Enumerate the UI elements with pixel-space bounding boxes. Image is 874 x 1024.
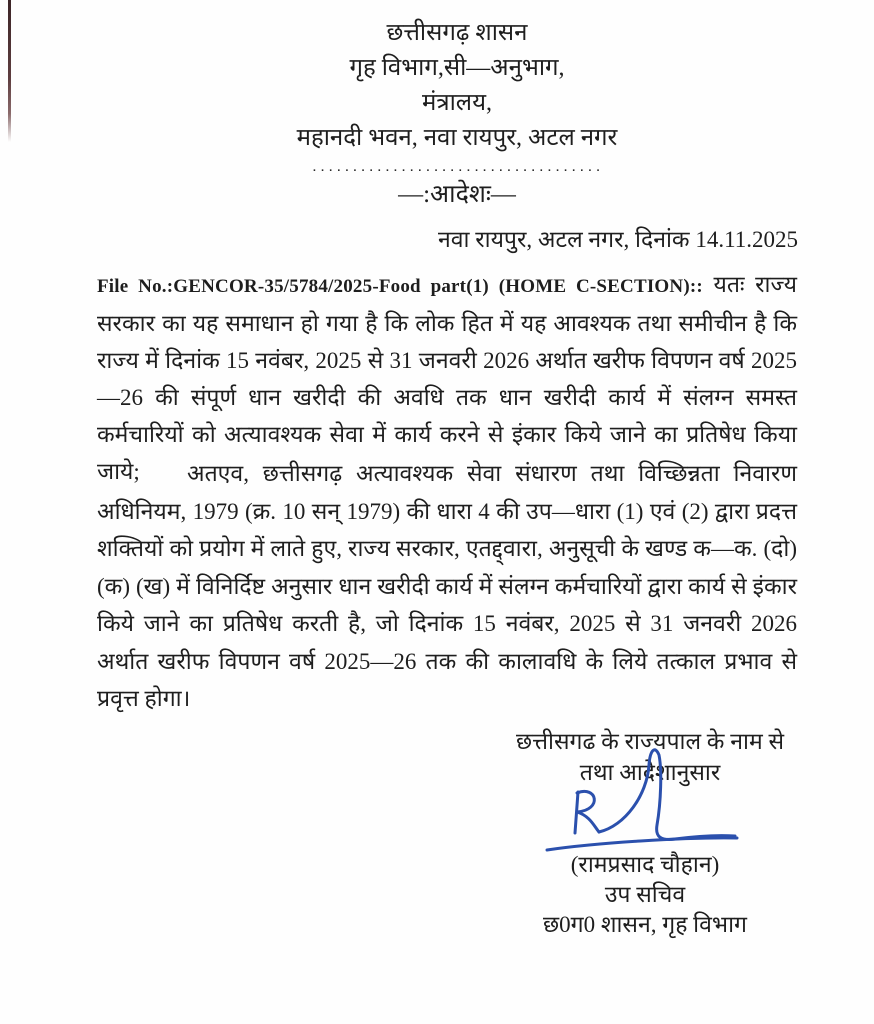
paragraph-1-text: यतः राज्य सरकार का यह समाधान हो गया है कि लोक हित में यह आवश्यक तथा समीचीन है कि राज्य में दिनांक 15 नवंबर, 2025 से 31 जनवरी 2026 अर्थात खरीफ विपणन वर्ष 2025—26 की संपूर्ण धान खरीदी की अवधि तक धान खरीदी कार्य में संलग्न समस्त कर्मचारियों को अत्यावश्यक सेवा में कार्य करने से इंकार किये जाने का प्रतिषेध किया जाये;	[97, 272, 797, 484]
place-date-line: नवा रायपुर, अटल नगर, दिनांक 14.11.2025	[437, 227, 798, 252]
signature-underline	[547, 838, 737, 850]
order-title: —:आदेशः—	[398, 181, 516, 208]
file-number: File No.:GENCOR-35/5784/2025-Food part(1) (HOME C-SECTION)::	[97, 276, 703, 297]
address-line: महानदी भवन, नवा रायपुर, अटल नगर	[296, 125, 618, 151]
dotted-divider: ....................................	[311, 163, 603, 175]
signoff-line-1: छत्तीसगढ के राज्यपाल के नाम से	[516, 729, 784, 754]
government-name: छत्तीसगढ़ शासन	[386, 20, 528, 46]
signature-r-bowl	[577, 791, 594, 812]
signatory-name: (रामप्रसाद चौहान)	[570, 852, 720, 877]
signoff-line-2: तथा आदेशानुसार	[579, 760, 721, 785]
signature-r-leg	[577, 812, 599, 832]
department-line: गृह विभाग,सी—अनुभाग,	[349, 55, 565, 81]
paragraph-2: अतएव, छत्तीसगढ़ अत्यावश्यक सेवा संधारण तथा विच्छिन्नता निवारण अधिनियम, 1979 (क्र. 10 सन् 1979) की धारा 4 की उप—धारा (1) एवं (2) द्वारा प्रदत्त शक्तियों को प्रयोग में लाते हुए, राज्य सरकार, एतद्द्वारा, अनुसूची के खण्ड क—क. (दो) (क) (ख) में विनिर्दिष्ट अनुसार धान खरीदी कार्य में संलग्न कर्मचारियों द्वारा कार्य से इंकार किये जाने का प्रतिषेध करती है, जो दिनांक 15 नवंबर, 2025 से 31 जनवरी 2026 अर्थात खरीफ विपणन वर्ष 2025—26 तक की कालावधि के लिये तत्काल प्रभाव से प्रवृत्त होगा।	[97, 461, 797, 711]
signatory-designation: उप सचिव	[604, 882, 686, 907]
signatory-department: छ0ग0 शासन, गृह विभाग	[543, 912, 747, 937]
signature-r-stem	[575, 792, 578, 833]
ministry-line: मंत्रालय,	[421, 90, 492, 116]
letterhead	[40, 16, 874, 210]
signoff-block	[440, 726, 860, 788]
scan-edge-artifact	[8, 0, 11, 142]
signatory-block	[445, 850, 845, 940]
